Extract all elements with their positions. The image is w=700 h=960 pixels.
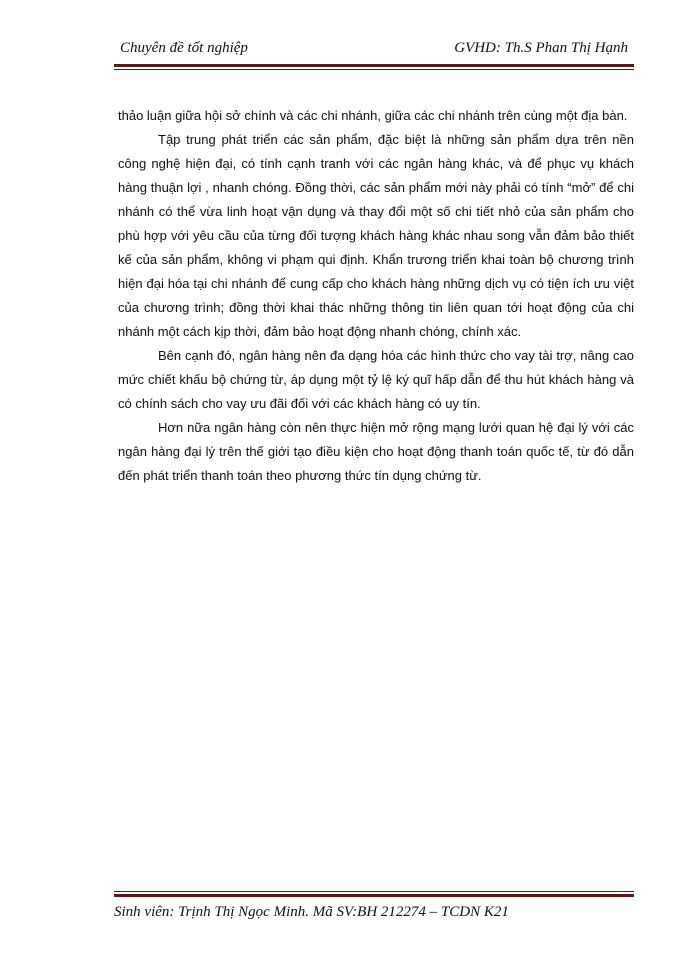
footer-rule-thin [114,891,634,892]
header-rule-thick [114,64,634,67]
page-footer: Sinh viên: Trịnh Thị Ngọc Minh. Mã SV:BH 212274 – TCDN K21 [114,904,509,920]
page-header [114,38,634,60]
paragraph-continuation: thảo luận giữa hội sở chính và các chi nhánh, giữa các chi nhánh trên cùng một địa bàn. [118,108,628,123]
footer-rule-thick [114,894,634,897]
paragraph-products: Tập trung phát triển các sản phẩm, đặc biệt là những sản phẩm dựa trên nền công nghệ hiện đại, có tính cạnh tranh với các ngân hàng khác, và để phục vụ khách hàng thuận lợi , nhanh chóng. Đồng thời, các sản phẩm mới này phải có tính “mở” để chi nhánh có thể vừa linh hoạt vận dụng và thay đổi một số chi tiết nhỏ của sản phẩm cho phù hợp với yêu cầu của từng đối tượng khách hàng khác nhau song vẫn đảm bảo thiết kế của sản phẩm, không vi phạm qui định. Khẩn trương triển khai toàn bộ chương trình hiện đại hóa tại chi nhánh để cung cấp cho khách hàng những dịch vụ có tiện ích ưu việt của chương trình; đồng thời khai thác những thông tin liên quan tới hoạt động của chi nhánh một cách kịp thời, đảm bảo hoạt động nhanh chóng, chính xác. [118,132,634,339]
body-text [118,104,634,488]
paragraph-lending: Bên cạnh đó, ngân hàng nên đa dạng hóa các hình thức cho vay tài trợ, nâng cao mức chiết khấu bộ chứng từ, áp dụng một tỷ lệ ký quĩ hấp dẫn để thu hút khách hàng và có chính sách cho vay ưu đãi đối với các khách hàng có uy tín. [118,348,634,411]
paragraph-correspondent-banks: Hơn nữa ngân hàng còn nên thực hiện mở rộng mạng lưới quan hệ đại lý với các ngân hàng đại lý trên thế giới tạo điều kiện cho hoạt động thanh toán quốc tế, từ đó dẫn đến phát triển thanh toán theo phương thức tín dụng chứng từ. [118,420,634,483]
header-supervisor: GVHD: Th.S Phan Thị Hạnh [454,40,628,56]
header-document-title: Chuyên đề tốt nghiệp [120,40,248,56]
header-rule-thin [114,69,634,70]
